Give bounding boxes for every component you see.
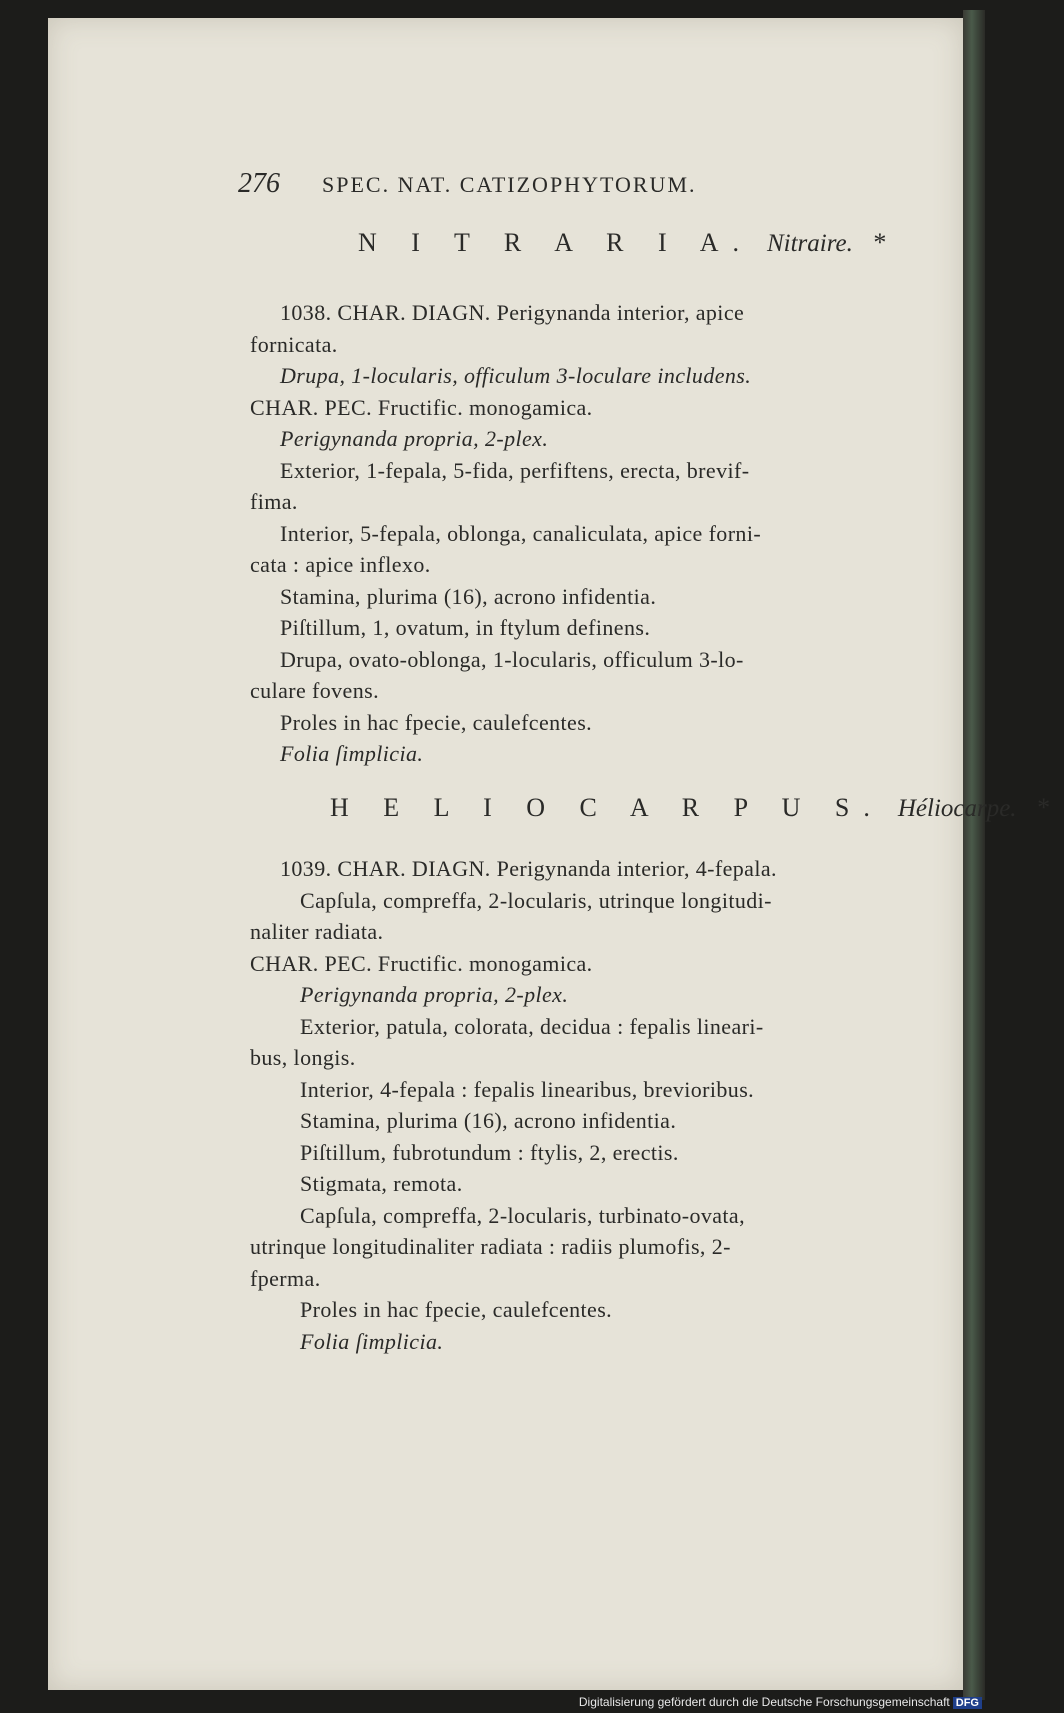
text-line: bus, longis. <box>250 1045 356 1070</box>
running-head <box>238 168 697 200</box>
text-line: culare fovens. <box>250 678 379 703</box>
entry-title-french: Nitraire. <box>766 230 853 257</box>
text-line: CHAR. PEC. Fructific. monogamica. <box>250 951 593 976</box>
text-line: Stamina, plurima (16), acrono infidentia. <box>280 584 657 609</box>
credit-text: Digitalisierung gefördert durch die Deutsche Forschungsgemeinschaft <box>578 1695 950 1709</box>
digitization-credit <box>579 1695 982 1709</box>
text-line: Capſula, compreffa, 2-locularis, utrinque longitudi- <box>300 888 772 913</box>
book-page <box>48 18 1064 1690</box>
entry-title-latin: N I T R A R I A. <box>358 228 753 257</box>
entry-title-nitraria <box>358 228 900 258</box>
text-line: Interior, 5-fepala, oblonga, canaliculata, apice forni- <box>280 521 762 546</box>
text-line: Folia ſimplicia. <box>300 1329 444 1354</box>
text-line: Perigynanda propria, 2-plex. <box>280 426 549 451</box>
text-line: 1038. CHAR. DIAGN. Perigynanda interior, apice <box>280 300 745 325</box>
text-line: Proles in hac fpecie, caulefcentes. <box>300 1297 613 1322</box>
text-line: naliter radiata. <box>250 919 384 944</box>
entry-title-star: * <box>1037 793 1064 822</box>
book-spine <box>963 10 985 1700</box>
text-line: cata : apice inflexo. <box>250 552 431 577</box>
text-line: Exterior, 1-fepala, 5-fida, perfiftens, erecta, brevif- <box>280 458 750 483</box>
text-line: Stigmata, remota. <box>300 1171 463 1196</box>
text-line: Stamina, plurima (16), acrono infidentia. <box>300 1108 677 1133</box>
running-title: SPEC. NAT. CATIZOPHYTORUM. <box>322 172 697 197</box>
entry-title-heliocarpus <box>330 793 1064 823</box>
text-line: Perigynanda propria, 2-plex. <box>300 982 569 1007</box>
text-line: fperma. <box>250 1266 321 1291</box>
text-line: CHAR. PEC. Fructific. monogamica. <box>250 395 593 420</box>
entry-title-latin: H E L I O C A R P U S. <box>330 793 884 822</box>
text-line: Capſula, compreffa, 2-locularis, turbinato-ovata, <box>300 1203 745 1228</box>
text-line: 1039. CHAR. DIAGN. Perigynanda interior, 4-fepala. <box>280 856 777 881</box>
dfg-logo: DFG <box>953 1697 982 1709</box>
text-line: Drupa, ovato-oblonga, 1-locularis, officulum 3-lo- <box>280 647 744 672</box>
entry-title-french: Héliocarpe. <box>897 795 1017 822</box>
text-line: Proles in hac fpecie, caulefcentes. <box>280 710 593 735</box>
text-line: fornicata. <box>250 332 338 357</box>
text-line: Piſtillum, 1, ovatum, in ftylum definens. <box>280 615 651 640</box>
page-number: 276 <box>238 168 280 199</box>
text-line: Exterior, patula, colorata, decidua : fepalis lineari- <box>300 1014 764 1039</box>
text-line: Interior, 4-fepala : fepalis linearibus, brevioribus. <box>300 1077 755 1102</box>
text-line: Piſtillum, fubrotundum : ftylis, 2, erectis. <box>300 1140 679 1165</box>
text-line: Folia ſimplicia. <box>280 741 424 766</box>
text-line: Drupa, 1-locularis, officulum 3-loculare includens. <box>280 363 752 388</box>
text-line: fima. <box>250 489 298 514</box>
entry-title-star: * <box>873 228 901 257</box>
text-line: utrinque longitudinaliter radiata : radiis plumofis, 2- <box>250 1234 731 1259</box>
